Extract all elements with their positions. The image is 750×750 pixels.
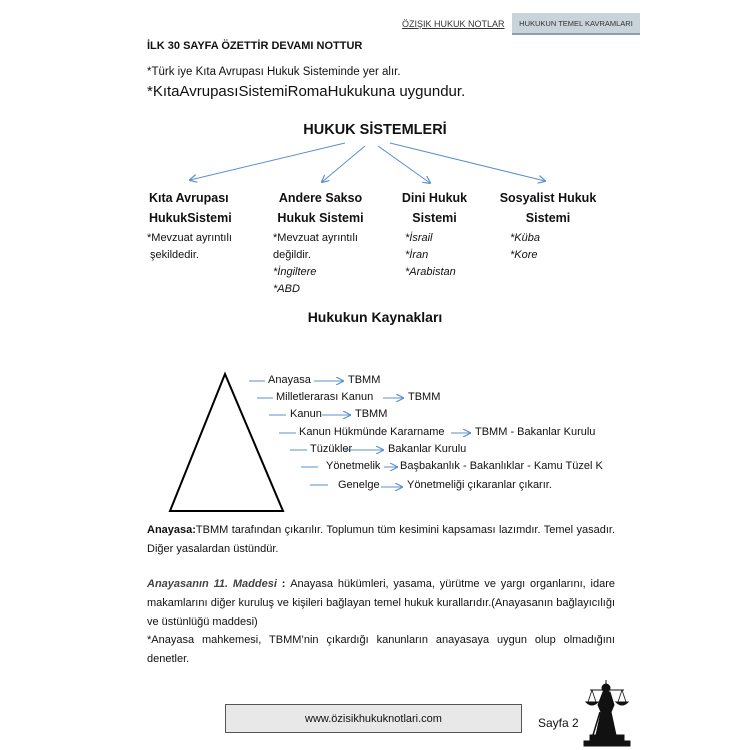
source-name: Yönetmelik (326, 460, 381, 472)
system-head-kita-avrupasi (149, 188, 232, 228)
system-detail-line: *Mevzuat ayrıntılı (273, 232, 358, 244)
madde-text: Anayasa hükümleri, yasama, yürütme ve yargı organlarını, idare makamlarını diğer kuruluş ve kişileri bağlayan temel hukuk kurallarıdır.(Anayasanın bağlayıcılığı ve üstünlüğü maddesi) (147, 578, 615, 628)
source-name: Kanun Hükmünde Kararname (299, 426, 445, 438)
anayasa-label: Anayasa: (147, 524, 196, 536)
system-details-dini-hukuk (405, 230, 456, 281)
madde-paragraph (147, 575, 615, 632)
source-authority: TBMM - Bakanlar Kurulu (475, 426, 596, 438)
system-head-line: Dini Hukuk (401, 191, 468, 205)
system-detail-line: *İngiltere (273, 266, 317, 278)
system-head-line: Sistemi (412, 211, 457, 225)
mahkeme-paragraph: *Anayasa mahkemesi, TBMM’nin çıkardığı kanunların anayasaya uygun olup olmadığını denetler. (147, 634, 615, 665)
system-detail-line: değildir. (273, 249, 311, 261)
system-head-line: Kıta Avrupası (149, 191, 229, 205)
source-authority: Başbakanlık - Bakanlıklar - Kamu Tüzel K (400, 460, 603, 472)
source-authority: TBMM (348, 374, 381, 386)
system-details-sosyalist (510, 230, 540, 264)
anayasa-paragraph (147, 521, 615, 559)
system-detail-line: *Küba (510, 232, 540, 244)
source-name: Tüzükler (310, 443, 353, 455)
system-head-line: Hukuk Sistemi (277, 211, 364, 225)
system-detail-line: *İran (405, 249, 429, 261)
system-head-line: Andere Sakso (278, 191, 363, 205)
justice-statue-icon (584, 680, 630, 746)
system-detail-line: *Mevzuat ayrıntılı (147, 232, 232, 244)
page-subtitle: İLK 30 SAYFA ÖZETTİR DEVAMI NOTTUR (147, 40, 363, 52)
system-detail-line: *ABD (273, 283, 300, 295)
system-head-sosyalist (496, 188, 600, 228)
system-details-andere-sakso (273, 230, 358, 298)
tree-arrow-3 (378, 146, 430, 183)
tree-arrow-2 (322, 146, 365, 182)
source-name: Milletlerarası Kanun (276, 391, 374, 403)
note-line-1: *Türk iye Kıta Avrupası Hukuk Sisteminde yer alır. (147, 66, 401, 78)
system-head-line: Sistemi (525, 211, 571, 225)
system-detail-line: *Arabistan (405, 266, 456, 278)
footer-website-link[interactable]: www.özisikhukuknotlari.com (305, 712, 442, 725)
source-authority: TBMM (355, 408, 388, 420)
page-number: Sayfa 2 (538, 716, 579, 730)
madde-separator: : (276, 578, 291, 590)
source-authority: Yönetmeliği çıkaranlar çıkarır. (407, 479, 552, 491)
tree-arrow-1 (190, 143, 345, 180)
legal-sources-title: Hukukun Kaynakları (307, 309, 443, 325)
footer-website-box[interactable] (225, 704, 522, 733)
note-line-2: *KıtaAvrupasıSistemiRomaHukukuna uygundur. (147, 83, 466, 100)
pyramid-triangle (170, 374, 283, 511)
source-authority: Bakanlar Kurulu (388, 443, 467, 455)
source-authority: TBMM (408, 391, 441, 403)
system-details-kita-avrupasi (147, 230, 232, 264)
anayasa-text: TBMM tarafından çıkarılır. Toplumun tüm kesimini kapsaması lazımdır. Temel yasadır. Diğer yasalardan üstündür. (147, 524, 615, 555)
source-name: Genelge (338, 479, 380, 491)
source-name: Kanun (290, 408, 322, 420)
system-head-andere-sakso (273, 188, 368, 228)
tree-arrow-4 (390, 143, 545, 181)
system-head-line: Sosyalist Hukuk (499, 191, 597, 205)
header-title: ÖZIŞIK HUKUK NOTLAR (402, 19, 505, 29)
system-detail-line: *İsrail (405, 232, 433, 244)
system-head-dini-hukuk (392, 188, 477, 228)
header-section-label: HUKUKUN TEMEL KAVRAMLARI (519, 18, 633, 28)
system-detail-line: şekildedir. (147, 249, 199, 261)
madde-label: Anayasanın 11. Maddesi (147, 578, 277, 590)
system-detail-line: *Kore (510, 249, 538, 261)
system-head-line: HukukSistemi (149, 211, 232, 225)
source-name: Anayasa (268, 374, 311, 386)
legal-systems-title: HUKUK SİSTEMLERİ (303, 122, 447, 138)
